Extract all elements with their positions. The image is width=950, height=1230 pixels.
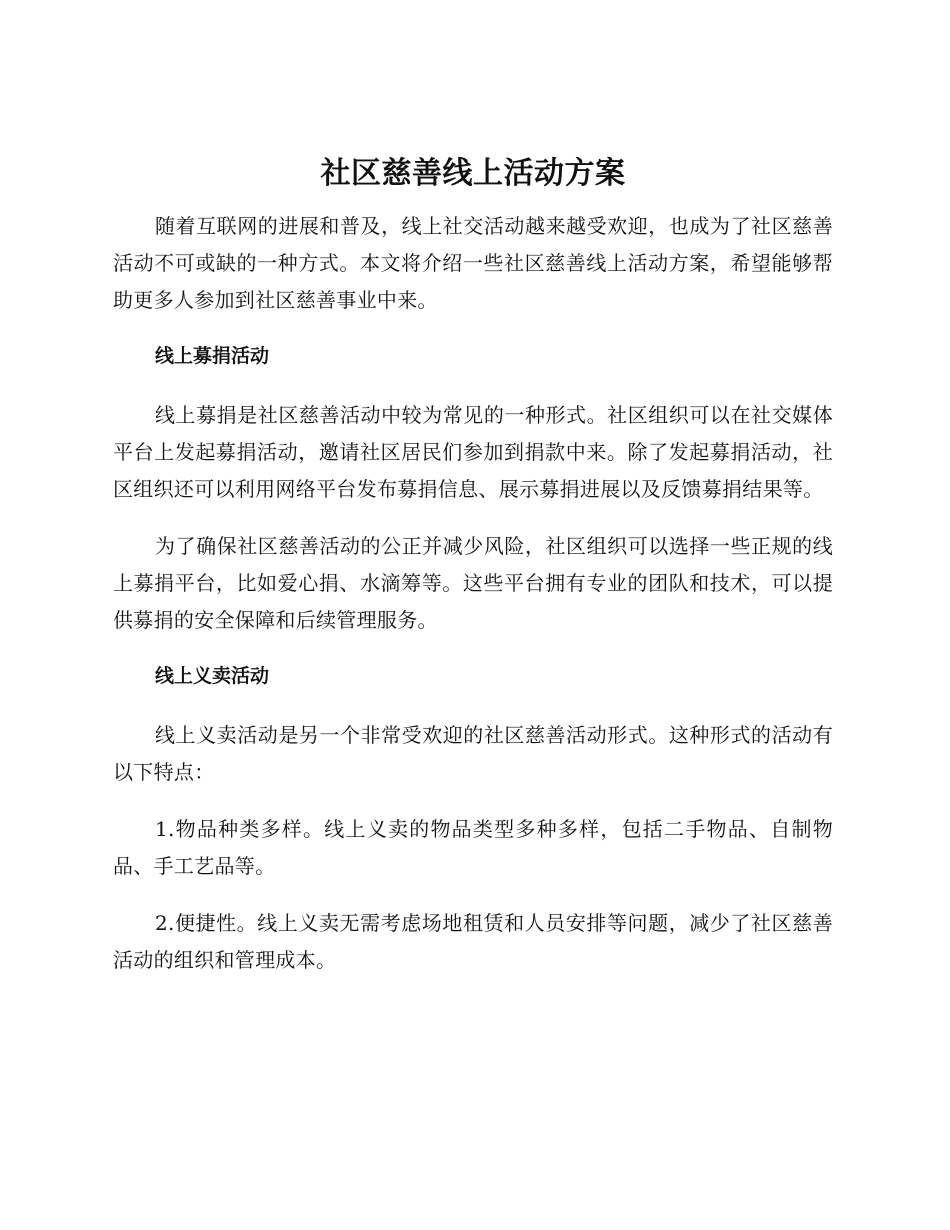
intro-paragraph: 随着互联网的进展和普及，线上社交活动越来越受欢迎，也成为了社区慈善活动不可或缺的一种方式。本文将介绍一些社区慈善线上活动方案，希望能够帮助更多人参加到社区慈善事业中来。 [113,214,833,312]
list-item: 1.物品种类多样。线上义卖的物品类型多种多样，包括二手物品、自制物品、手工艺品等。 [113,817,833,878]
paragraph: 线上义卖活动是另一个非常受欢迎的社区慈善活动形式。这种形式的活动有以下特点： [113,723,833,784]
section-heading-online-donation: 线上募捐活动 [155,345,270,367]
paragraph: 线上募捐是社区慈善活动中较为常见的一种形式。社区组织可以在社交媒体平台上发起募捐活动，邀请社区居民们参加到捐款中来。除了发起募捐活动，社区组织还可以利用网络平台发布募捐信息、展示募捐进展以及反馈募捐结果等。 [113,403,833,501]
document-title: 社区慈善线上活动方案 [320,156,626,191]
list-item: 2.便捷性。线上义卖无需考虑场地租赁和人员安排等问题，减少了社区慈善活动的组织和管理成本。 [113,911,833,972]
section-heading-online-charity-sale: 线上义卖活动 [155,665,270,687]
paragraph: 为了确保社区慈善活动的公正并减少风险，社区组织可以选择一些正规的线上募捐平台，比如爱心捐、水滴筹等。这些平台拥有专业的团队和技术，可以提供募捐的安全保障和后续管理服务。 [113,534,833,632]
document-page [113,150,833,999]
